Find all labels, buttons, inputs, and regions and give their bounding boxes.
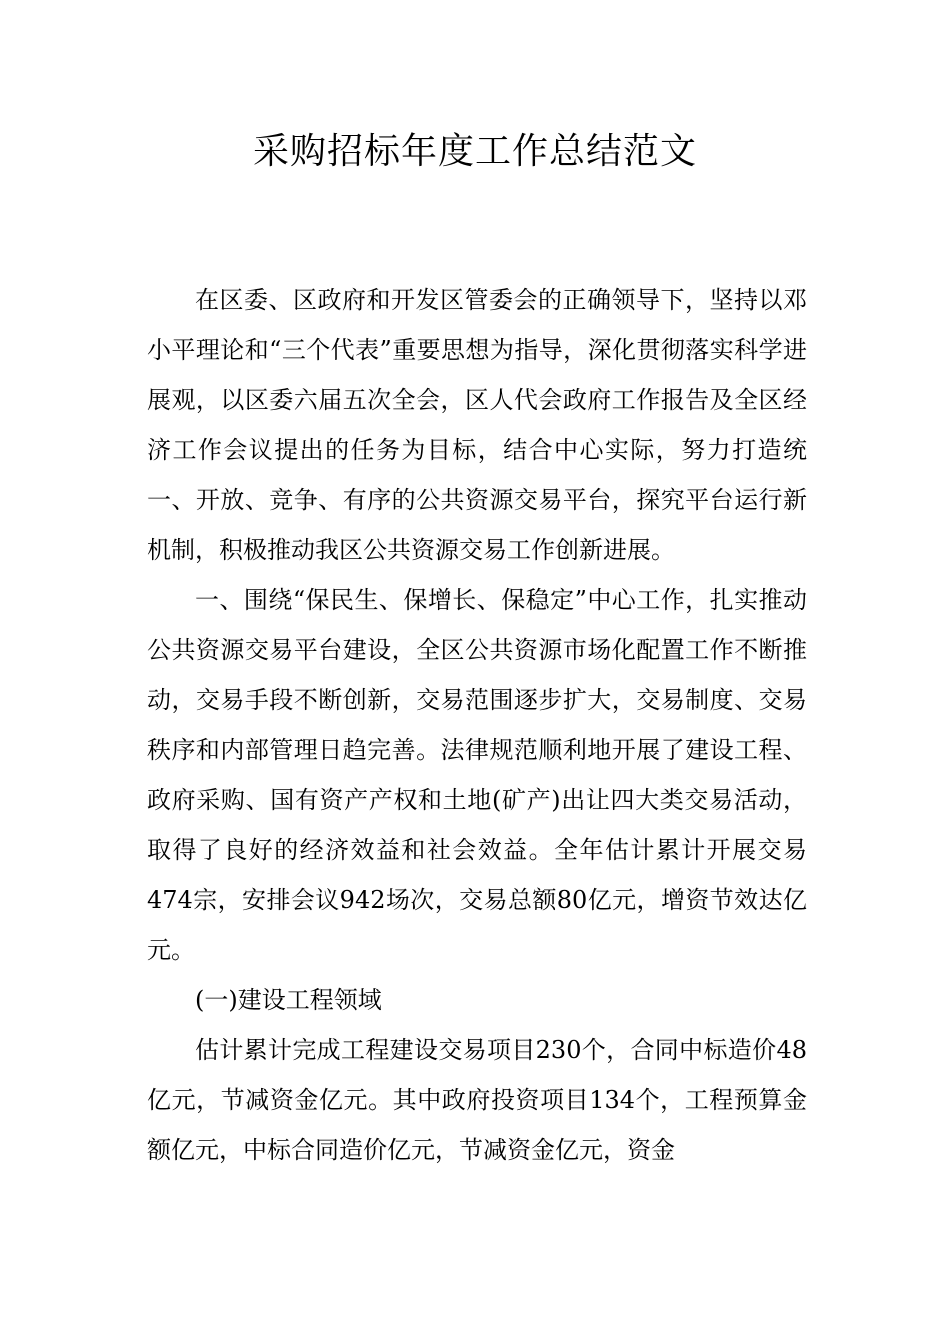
subheading-construction: (一)建设工程领域 [195,986,382,1014]
document-title: 采购招标年度工作总结范文 [252,131,697,172]
paragraph-intro: 在区委、区政府和开发区管委会的正确领导下，坚持以邓小平理论和“三个代表”重要思想为指导，深化贯彻落实科学进展观，以区委六届五次全会，区人代会政府工作报告及全区经济工作会议提出的任务为目标，结合中心实际，努力打造统一、开放、竞争、有序的公共资源交易平台，探究平台运行新机制，积极推动我区公共资源交易工作创新进展。 [147,286,807,564]
document-body [147,275,807,1175]
paragraph-section-one: 一、围绕“保民生、保增长、保稳定”中心工作，扎实推动公共资源交易平台建设，全区公共资源市场化配置工作不断推动，交易手段不断创新，交易范围逐步扩大，交易制度、交易秩序和内部管理日趋完善。法律规范顺利地开展了建设工程、政府采购、国有资产产权和土地(矿产)出让四大类交易活动，取得了良好的经济效益和社会效益。全年估计累计开展交易474宗，安排会议942场次，交易总额80亿元，增资节效达亿元。 [147,586,807,964]
paragraph-construction: 估计累计完成工程建设交易项目230个，合同中标造价48亿元，节减资金亿元。其中政府投资项目134个，工程预算金额亿元，中标合同造价亿元，节减资金亿元，资金 [147,1036,807,1164]
